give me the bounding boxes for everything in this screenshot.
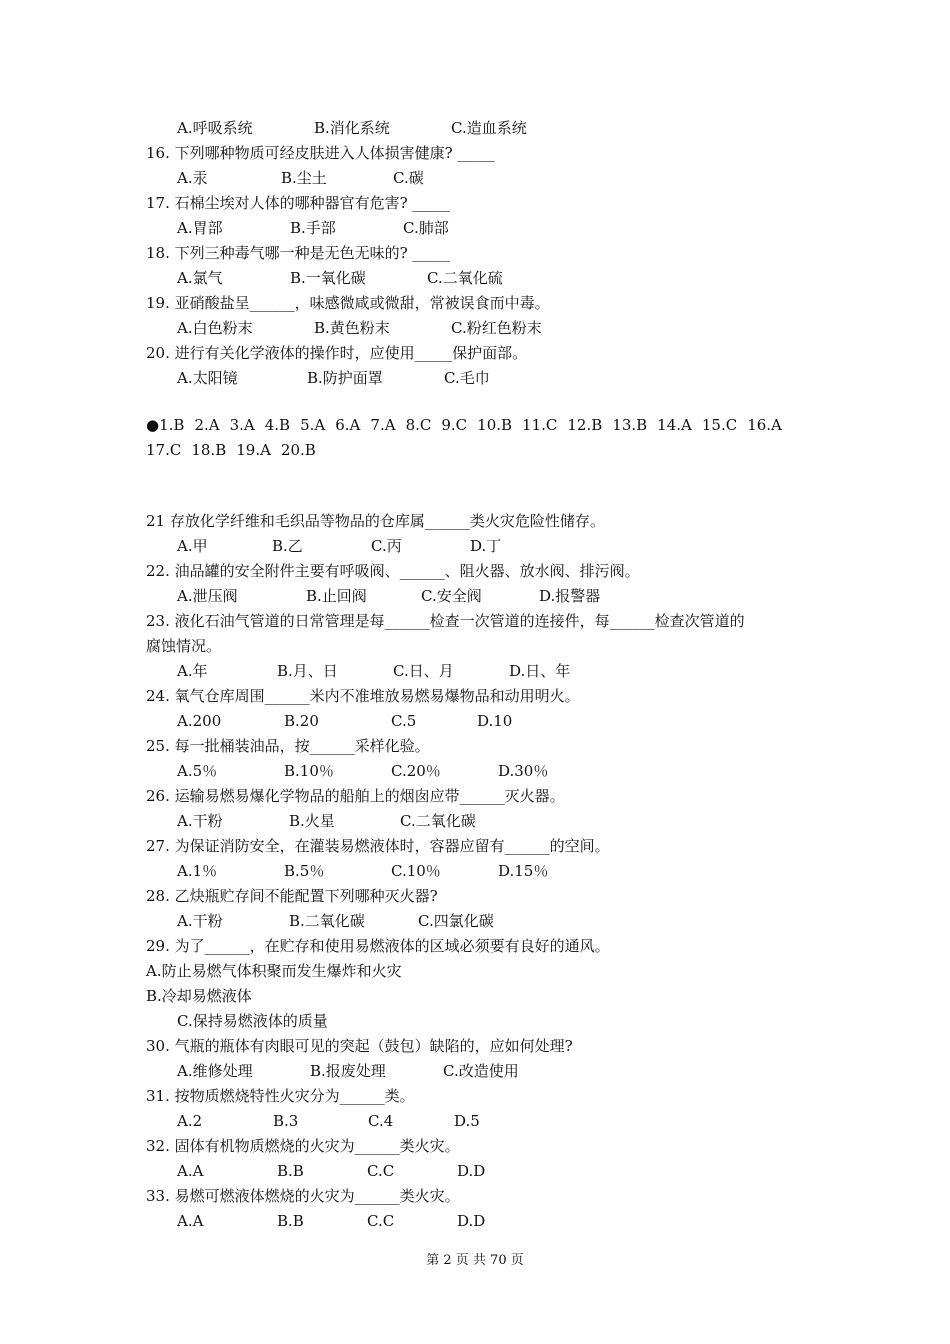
option-text: A.干粉 <box>177 812 223 830</box>
option-text: B.3 <box>273 1112 299 1130</box>
option-text: D.D <box>457 1212 486 1230</box>
option-text: C.4 <box>368 1112 394 1130</box>
option-text: B.一氧化碳 <box>290 269 366 287</box>
answer-item: 15.C <box>701 416 738 434</box>
answer-item: 5.A <box>300 416 326 434</box>
option-text: B.B <box>277 1162 304 1180</box>
option-text: B.10％ <box>284 762 334 780</box>
option-text: B.乙 <box>272 537 303 555</box>
option-text: D.D <box>457 1162 486 1180</box>
question-text: 29. 为了______，在贮存和使用易燃液体的区域必须要有良好的通风。 <box>146 937 610 955</box>
answer-item: 14.A <box>657 416 692 434</box>
answer-item: 13.B <box>612 416 648 434</box>
option-text: C.粉红色粉末 <box>451 319 542 337</box>
option-text: C.肺部 <box>403 219 449 237</box>
option-text: D.15％ <box>498 862 549 880</box>
option-text: C.二氧化硫 <box>427 269 503 287</box>
option-text: A.胃部 <box>177 219 223 237</box>
option-text: B.防护面罩 <box>307 369 383 387</box>
text-line: A.防止易燃气体积聚而发生爆炸和火灾 <box>146 962 402 980</box>
question-text: 19. 亚硝酸盐呈______，味感微咸或微甜，常被误食而中毒。 <box>146 294 550 312</box>
answer-key-row-2 <box>146 440 326 460</box>
option-text: C.丙 <box>371 537 402 555</box>
question-text: 27. 为保证消防安全，在灌装易燃液体时，容器应留有______的空间。 <box>146 837 610 855</box>
answer-item: 2.A <box>194 416 220 434</box>
question-text: 17. 石棉尘埃对人体的哪种器官有危害? _____ <box>146 194 450 212</box>
question-text: 22. 油品罐的安全附件主要有呼吸阀、______、阻火器、放水阀、排污阀。 <box>146 562 640 580</box>
option-text: D.日、年 <box>509 662 571 680</box>
answer-item: 9.C <box>441 416 468 434</box>
answer-item: 16.A <box>747 416 782 434</box>
option-text: A.200 <box>177 712 222 730</box>
text-line: C.保持易燃液体的质量 <box>177 1012 328 1030</box>
question-text: 21 存放化学纤维和毛织品等物品的仓库属______类火灾危险性储存。 <box>146 512 605 530</box>
answer-item: 11.C <box>522 416 558 434</box>
option-text: B.20 <box>284 712 319 730</box>
option-text: A.2 <box>177 1112 203 1130</box>
answer-item: 4.B <box>264 416 291 434</box>
option-text: C.日、月 <box>393 662 454 680</box>
option-text: B.报废处理 <box>310 1062 386 1080</box>
option-text: A.甲 <box>177 537 208 555</box>
option-text: C.改造使用 <box>443 1062 519 1080</box>
option-text: C.毛巾 <box>444 369 490 387</box>
question-text: 26. 运输易燃易爆化学物品的船舶上的烟囱应带______灭火器。 <box>146 787 565 805</box>
option-text: C.C <box>367 1212 395 1230</box>
text-line: B.冷却易燃液体 <box>146 987 252 1005</box>
answer-key-row-1 <box>146 415 792 435</box>
answer-item: 19.A <box>236 441 271 459</box>
question-text: 24. 氧气仓库周围______米内不准堆放易燃易爆物品和动用明火。 <box>146 687 580 705</box>
answer-item: 20.B <box>280 441 316 459</box>
question-text: 30. 气瓶的瓶体有肉眼可见的突起（鼓包）缺陷的，应如何处理? <box>146 1037 573 1055</box>
option-text: B.二氧化碳 <box>289 912 365 930</box>
option-text: C.二氧化碳 <box>400 812 476 830</box>
option-text: A.干粉 <box>177 912 223 930</box>
option-text: B.尘土 <box>281 169 327 187</box>
question-text: 20. 进行有关化学液体的操作时，应使用_____保护面部。 <box>146 344 528 362</box>
option-text: B.止回阀 <box>306 587 367 605</box>
option-text: A.白色粉末 <box>177 319 253 337</box>
answer-item: 7.A <box>370 416 396 434</box>
option-text: B.5％ <box>284 862 325 880</box>
option-text: A.A <box>177 1162 204 1180</box>
text-line: 腐蚀情况。 <box>146 637 222 655</box>
option-text: B.月、日 <box>277 662 338 680</box>
option-text: D.丁 <box>470 537 502 555</box>
option-text: D.报警器 <box>539 587 601 605</box>
option-text: A.A <box>177 1212 204 1230</box>
option-text: A.1％ <box>177 862 218 880</box>
answer-item: 10.B <box>477 416 513 434</box>
option-text: A.太阳镜 <box>177 369 238 387</box>
option-text: B.消化系统 <box>314 119 390 137</box>
option-text: A.年 <box>177 662 208 680</box>
option-text: D.5 <box>454 1112 480 1130</box>
question-text: 33. 易燃可燃液体燃烧的火灾为______类火灾。 <box>146 1187 460 1205</box>
question-text: 23. 液化石油气管道的日常管理是每______检查一次管道的连接件，每______检查次管道的 <box>146 612 745 630</box>
question-text: 18. 下列三种毒气哪一种是无色无味的? _____ <box>146 244 450 262</box>
option-text: C.安全阀 <box>421 587 482 605</box>
answer-item: 18.B <box>191 441 227 459</box>
question-text: 31. 按物质燃烧特性火灾分为______类。 <box>146 1087 415 1105</box>
option-text: B.火星 <box>289 812 335 830</box>
option-text: A.维修处理 <box>177 1062 253 1080</box>
option-text: A.汞 <box>177 169 208 187</box>
answer-item: ●1.B <box>146 416 185 434</box>
option-text: A.氯气 <box>177 269 223 287</box>
question-text: 28. 乙炔瓶贮存间不能配置下列哪种灭火器? <box>146 887 438 905</box>
option-text: C.C <box>367 1162 395 1180</box>
option-text: C.造血系统 <box>451 119 527 137</box>
option-text: D.10 <box>477 712 513 730</box>
option-text: A.5％ <box>177 762 218 780</box>
option-text: B.B <box>277 1212 304 1230</box>
answer-item: 8.C <box>405 416 432 434</box>
option-text: B.手部 <box>290 219 336 237</box>
question-text: 25. 每一批桶装油品，按______采样化验。 <box>146 737 430 755</box>
option-text: A.呼吸系统 <box>177 119 253 137</box>
option-text: C.10％ <box>391 862 441 880</box>
option-text: A.泄压阀 <box>177 587 238 605</box>
question-text: 32. 固体有机物质燃烧的火灾为______类火灾。 <box>146 1137 460 1155</box>
option-text: C.四氯化碳 <box>418 912 494 930</box>
option-text: C.5 <box>391 712 417 730</box>
option-text: D.30％ <box>498 762 549 780</box>
page-footer: 第 2 页 共 70 页 <box>426 1253 524 1268</box>
answer-item: 6.A <box>335 416 361 434</box>
answer-item: 17.C <box>146 441 182 459</box>
option-text: B.黄色粉末 <box>314 319 390 337</box>
option-text: C.碳 <box>393 169 424 187</box>
option-text: C.20％ <box>391 762 441 780</box>
question-text: 16. 下列哪种物质可经皮肤进入人体损害健康? _____ <box>146 144 495 162</box>
answer-item: 3.A <box>229 416 255 434</box>
answer-item: 12.B <box>567 416 603 434</box>
